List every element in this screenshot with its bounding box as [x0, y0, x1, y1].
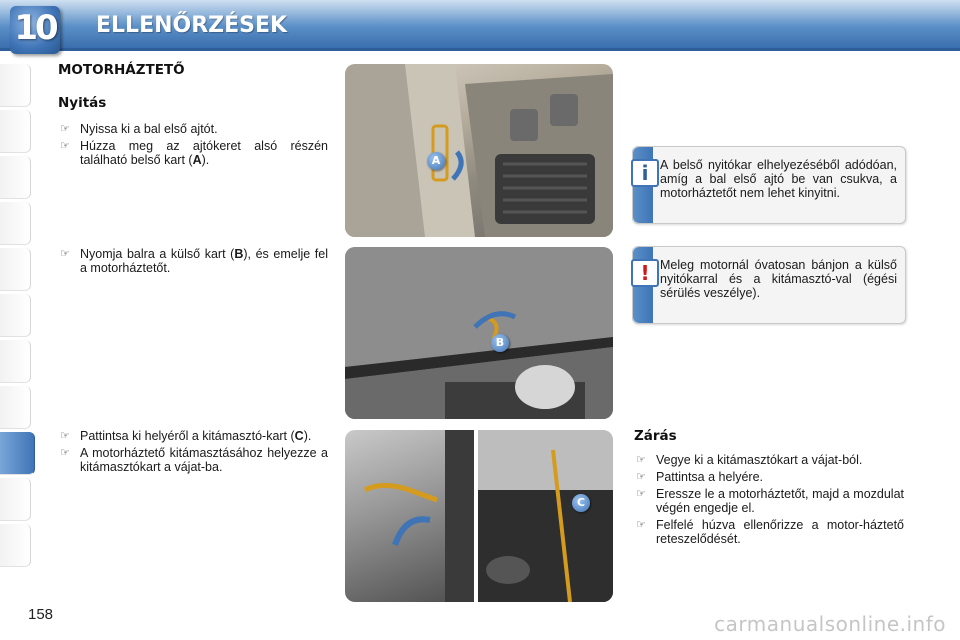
list-item: ☞ Pattintsa ki helyéről a kitámasztó-kart (C).: [60, 429, 312, 443]
hand-pointer-icon: ☞: [60, 123, 70, 135]
opening-steps-1: [58, 122, 328, 170]
chapter-tabs: [0, 64, 32, 576]
hand-pointer-icon: ☞: [636, 519, 646, 531]
hand-pointer-icon: ☞: [60, 447, 70, 459]
header-divider: [0, 48, 960, 51]
callout-b: B: [491, 334, 509, 352]
page-number: 158: [28, 606, 54, 623]
warning-note: [632, 246, 906, 324]
list-item: ☞ Eressze le a motorháztetőt, majd a mozdulat végén engedje el.: [636, 487, 904, 515]
figure-interior-lever: [345, 64, 613, 237]
chapter-tab-6[interactable]: [0, 294, 31, 337]
hand-pointer-icon: ☞: [60, 430, 70, 442]
chapter-tab-7[interactable]: [0, 340, 31, 383]
exterior-lever-illustration: [345, 247, 613, 419]
chapter-tab-2[interactable]: [0, 110, 31, 153]
chapter-tab-3[interactable]: [0, 156, 31, 199]
figure-prop-rod-clip: [345, 430, 474, 602]
list-item: ☞ Nyissa ki a bal első ajtót.: [60, 122, 218, 136]
list-item: ☞ A motorháztető kitámasztásához helyezze a kitámasztókart a vájat-ba.: [60, 446, 328, 474]
list-item: ☞ Húzza meg az ajtókeret alsó részén található belső kart (A).: [60, 139, 328, 167]
list-item: ☞ Pattintsa a helyére.: [636, 470, 764, 484]
hand-pointer-icon: ☞: [60, 248, 70, 260]
watermark: carmanualsonline.info: [714, 612, 946, 636]
closing-title: Zárás: [634, 428, 677, 444]
prop-rod-open-hood-illustration: [478, 430, 613, 602]
chapter-number: 10: [14, 8, 56, 48]
warning-icon: !: [631, 259, 659, 287]
chapter-tab-10-active[interactable]: [0, 432, 35, 475]
chapter-tab-4[interactable]: [0, 202, 31, 245]
chapter-tab-11[interactable]: [0, 478, 31, 521]
opening-title: Nyitás: [58, 95, 107, 111]
prop-rod-clip-illustration: [345, 430, 474, 602]
closing-steps: [634, 453, 904, 549]
interior-lever-illustration: [345, 64, 613, 237]
list-item: ☞ Felfelé húzva ellenőrizze a motor-háztető reteszelődését.: [636, 518, 904, 546]
info-note-text: A belső nyitókar elhelyezéséből adódóan, amíg a bal első ajtó be van csukva, a motorháztetőt nem lehet kinyitni.: [660, 158, 897, 200]
hand-pointer-icon: ☞: [636, 471, 646, 483]
hand-pointer-icon: ☞: [636, 454, 646, 466]
hand-pointer-icon: ☞: [60, 140, 70, 152]
info-note: [632, 146, 906, 224]
list-item: ☞ Nyomja balra a külső kart (B), és emelje fel a motorháztetőt.: [60, 247, 329, 275]
chapter-tab-5[interactable]: [0, 248, 31, 291]
chapter-title: ELLENŐRZÉSEK: [96, 13, 288, 38]
info-icon: i: [631, 159, 659, 187]
figure-prop-rod-open-hood: [478, 430, 613, 602]
section-title: MOTORHÁZTETŐ: [58, 62, 185, 78]
list-item: ☞ Vegye ki a kitámasztókart a vájat-ból.: [636, 453, 863, 467]
callout-a: A: [427, 152, 445, 170]
opening-steps-3: [58, 429, 328, 477]
chapter-tab-12[interactable]: [0, 524, 31, 567]
figure-exterior-lever: [345, 247, 613, 419]
chapter-tab-8[interactable]: [0, 386, 31, 429]
callout-c: C: [572, 494, 590, 512]
chapter-tab-1[interactable]: [0, 64, 31, 107]
warning-note-text: Meleg motornál óvatosan bánjon a külső nyitókarral és a kitámasztó-val (égési sérülés veszélye).: [660, 258, 897, 300]
opening-steps-2: [58, 247, 328, 278]
hand-pointer-icon: ☞: [636, 488, 646, 500]
